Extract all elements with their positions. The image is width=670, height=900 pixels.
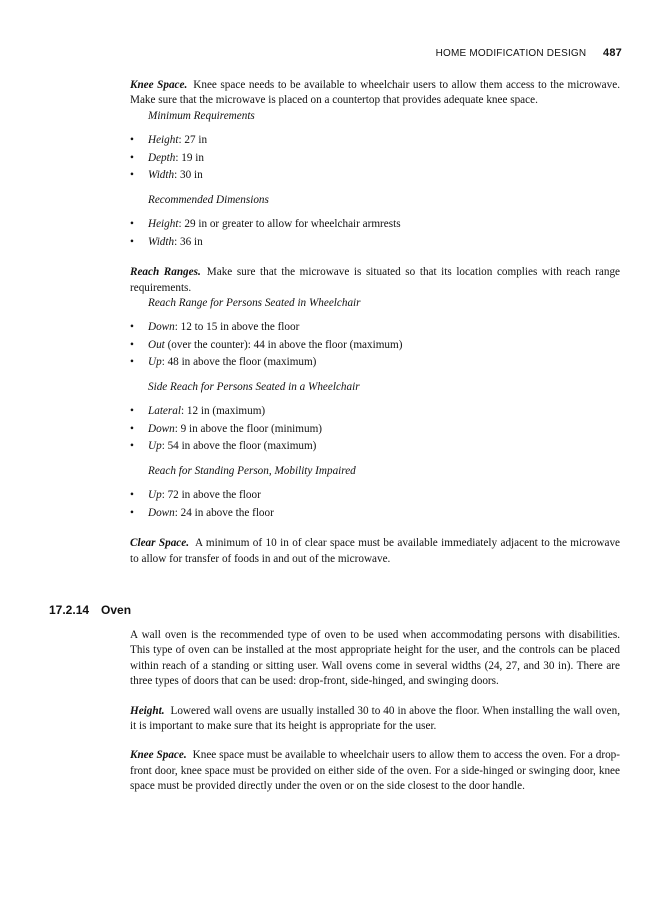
standing-reach-list <box>130 487 620 522</box>
list-item: • Up: 54 in above the floor (maximum) <box>130 438 620 456</box>
list-item: • Up: 48 in above the floor (maximum) <box>130 354 620 372</box>
oven-height-heading: Height. <box>130 704 165 717</box>
seated-reach-list <box>130 319 620 372</box>
oven-height-paragraph <box>130 704 620 735</box>
list-item: • Lateral: 12 in (maximum) <box>130 403 620 421</box>
page-number: 487 <box>603 47 622 59</box>
recommended-dimensions-title: Recommended Dimensions <box>148 193 269 206</box>
recommended-dimensions-list <box>130 216 620 251</box>
reach-ranges-text: Make sure that the microwave is situated so that its location complies with reach range requirements. <box>130 266 620 294</box>
list-item: • Height: 27 in <box>130 132 620 150</box>
oven-knee-space-text: Knee space must be available to wheelchair users to allow them to access the oven. For a drop-front door, knee space must be provided on either side of the oven. For a side-hinged or swinging door, knee space must be provided directly under the oven or on the side closest to the door handle. <box>130 749 620 793</box>
reach-ranges-heading: Reach Ranges. <box>130 266 201 279</box>
list-item: • Down: 9 in above the floor (minimum) <box>130 421 620 439</box>
knee-space-text: Knee space needs to be available to wheelchair users to allow them access to the microwave. Make sure that the microwave is placed on a countertop that provides adequate knee space. <box>130 79 620 107</box>
reach-ranges-paragraph <box>130 265 620 296</box>
list-item: • Down: 12 to 15 in above the floor <box>130 319 620 337</box>
knee-space-paragraph <box>130 78 620 109</box>
side-reach-title: Side Reach for Persons Seated in a Wheelchair <box>148 380 360 393</box>
list-item: • Width: 30 in <box>130 167 620 185</box>
clear-space-text: A minimum of 10 in of clear space must be available immediately adjacent to the microwave to allow for transfer of foods in and out of the microwave. <box>130 537 620 565</box>
oven-height-text: Lowered wall ovens are usually installed 30 to 40 in above the floor. When installing the wall oven, it is important to make sure that its height is appropriate for the user. <box>130 704 620 733</box>
list-item: • Depth: 19 in <box>130 150 620 168</box>
list-item: • Up: 72 in above the floor <box>130 487 620 505</box>
list-item: • Out (over the counter): 44 in above the floor (maximum) <box>130 337 620 355</box>
knee-space-heading: Knee Space. <box>130 79 188 91</box>
oven-knee-space-heading: Knee Space. <box>130 749 187 762</box>
oven-content <box>130 628 620 795</box>
section-heading <box>49 603 131 617</box>
minimum-requirements-list <box>130 132 620 185</box>
seated-reach-title: Reach Range for Persons Seated in Wheelchair <box>148 296 361 309</box>
list-item: • Height: 29 in or greater to allow for wheelchair armrests <box>130 216 620 234</box>
running-header <box>436 47 622 59</box>
running-title: HOME MODIFICATION DESIGN <box>435 48 587 59</box>
section-title: Oven <box>101 603 132 617</box>
clear-space-heading: Clear Space. <box>130 537 190 550</box>
list-item: • Down: 24 in above the floor <box>130 505 620 523</box>
side-reach-list <box>130 403 620 456</box>
list-item: • Width: 36 in <box>130 234 620 252</box>
section-number: 17.2.14 <box>49 603 90 617</box>
oven-intro-paragraph: A wall oven is the recommended type of oven to be used when accommodating persons with disabilities. This type of oven can be installed at the most appropriate height for the user, and the controls can be placed within reach of a standing or sitting user. Wall ovens come in several widths (24, 27, and 30 in). There are three types of doors that can be used: drop-front, side-hinged, and swinging doors. <box>130 629 620 688</box>
standing-reach-title: Reach for Standing Person, Mobility Impaired <box>148 464 356 477</box>
microwave-content <box>130 78 620 567</box>
clear-space-paragraph <box>130 536 620 567</box>
minimum-requirements-title: Minimum Requirements <box>148 109 255 122</box>
oven-knee-space-paragraph <box>130 748 620 794</box>
